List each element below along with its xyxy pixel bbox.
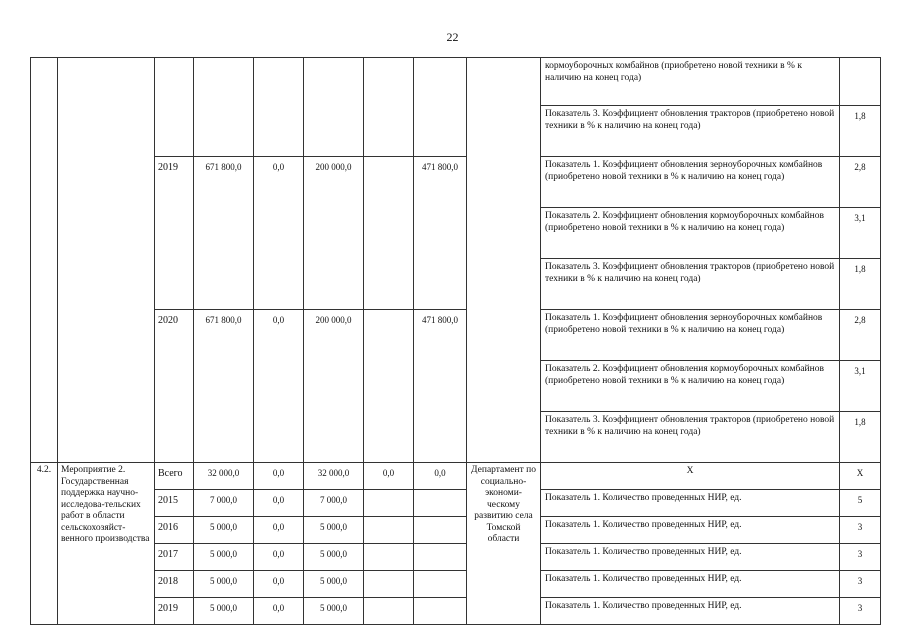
cell-year: 2016 (155, 517, 194, 544)
cell-amount (414, 598, 467, 625)
cell-amount: 0,0 (254, 544, 304, 571)
indicator-value: 3 (840, 598, 881, 625)
cell-year: 2020 (155, 310, 194, 463)
cell-year: 2018 (155, 571, 194, 598)
indicator-value: 5 (840, 490, 881, 517)
cell-event-name (58, 58, 155, 463)
table-row (31, 310, 881, 361)
indicator-text: Показатель 1. Коэффициент обновления зерноуборочных комбайнов (приобретено новой техники в % к наличию на конец года) (541, 310, 840, 361)
cell-amount: 5 000,0 (194, 571, 254, 598)
cell-amount (364, 58, 414, 157)
cell-amount: 5 000,0 (194, 517, 254, 544)
cell-amount: 671 800,0 (194, 157, 254, 310)
indicator-value: 3,1 (840, 361, 881, 412)
indicator-value: Х (840, 463, 881, 490)
cell-amount: 5 000,0 (304, 544, 364, 571)
table-row (31, 490, 881, 517)
indicator-text: Показатель 1. Количество проведенных НИР, ед. (541, 571, 840, 598)
cell-amount (414, 490, 467, 517)
cell-amount: 7 000,0 (194, 490, 254, 517)
cell-amount: 0,0 (254, 463, 304, 490)
cell-amount: 5 000,0 (194, 598, 254, 625)
cell-amount: 471 800,0 (414, 157, 467, 310)
indicator-value: 3 (840, 517, 881, 544)
page-number: 22 (446, 30, 459, 44)
cell-amount (364, 490, 414, 517)
indicator-text: Показатель 1. Коэффициент обновления зерноуборочных комбайнов (приобретено новой техники в % к наличию на конец года) (541, 157, 840, 208)
cell-amount: 5 000,0 (194, 544, 254, 571)
cell-number (31, 58, 58, 463)
cell-amount: 0,0 (364, 463, 414, 490)
cell-amount (364, 517, 414, 544)
indicator-text: Показатель 1. Количество проведенных НИР, ед. (541, 490, 840, 517)
cell-amount (194, 58, 254, 157)
cell-amount (364, 310, 414, 463)
section-event-name: Мероприятие 2. Государственная поддержка научно-исследова-тельских работ в области сельскохозяйст-венного производства (58, 463, 155, 625)
table-row (31, 58, 881, 106)
cell-year: 2019 (155, 598, 194, 625)
cell-amount: 200 000,0 (304, 157, 364, 310)
indicator-text: Показатель 2. Коэффициент обновления кормоуборочных комбайнов (приобретено новой техники в % к наличию на конец года) (541, 208, 840, 259)
cell-year: Всего (155, 463, 194, 490)
cell-amount (254, 58, 304, 157)
cell-amount (364, 598, 414, 625)
cell-amount: 0,0 (254, 490, 304, 517)
table-row (31, 463, 881, 490)
cell-amount: 0,0 (254, 598, 304, 625)
indicator-value: 1,8 (840, 106, 881, 157)
indicator-text: Показатель 3. Коэффициент обновления тракторов (приобретено новой техники в % к наличию на конец года) (541, 412, 840, 463)
program-table (30, 57, 881, 625)
indicator-value: 1,8 (840, 259, 881, 310)
cell-year (155, 58, 194, 157)
cell-amount: 0,0 (254, 310, 304, 463)
indicator-text: Показатель 1. Количество проведенных НИР, ед. (541, 517, 840, 544)
cell-amount: 0,0 (414, 463, 467, 490)
cell-amount: 471 800,0 (414, 310, 467, 463)
table-row (31, 571, 881, 598)
section-number: 4.2. (31, 463, 58, 625)
cell-amount: 5 000,0 (304, 571, 364, 598)
indicator-text: Показатель 1. Количество проведенных НИР, ед. (541, 598, 840, 625)
indicator-text: Показатель 2. Коэффициент обновления кормоуборочных комбайнов (приобретено новой техники в % к наличию на конец года) (541, 361, 840, 412)
cell-year: 2017 (155, 544, 194, 571)
indicator-value: 2,8 (840, 157, 881, 208)
indicator-value (840, 58, 881, 106)
section-executor: Департамент по социально-экономи-ческому развитию села Томской области (467, 463, 541, 625)
cell-amount: 200 000,0 (304, 310, 364, 463)
indicator-text: Показатель 1. Количество проведенных НИР, ед. (541, 544, 840, 571)
cell-amount: 32 000,0 (194, 463, 254, 490)
cell-amount: 5 000,0 (304, 517, 364, 544)
indicator-text: кормоуборочных комбайнов (приобретено новой техники в % к наличию на конец года) (541, 58, 840, 106)
cell-amount (364, 544, 414, 571)
indicator-value: 2,8 (840, 310, 881, 361)
indicator-value: 1,8 (840, 412, 881, 463)
indicator-value: 3,1 (840, 208, 881, 259)
cell-amount: 0,0 (254, 517, 304, 544)
cell-executor (467, 58, 541, 463)
indicator-text: Показатель 3. Коэффициент обновления тракторов (приобретено новой техники в % к наличию на конец года) (541, 259, 840, 310)
table-row (31, 544, 881, 571)
indicator-text: Показатель 3. Коэффициент обновления тракторов (приобретено новой техники в % к наличию на конец года) (541, 106, 840, 157)
cell-amount: 671 800,0 (194, 310, 254, 463)
cell-amount (364, 571, 414, 598)
cell-amount (414, 544, 467, 571)
cell-amount: 0,0 (254, 571, 304, 598)
indicator-value: 3 (840, 544, 881, 571)
cell-amount: 7 000,0 (304, 490, 364, 517)
table-row (31, 517, 881, 544)
cell-amount (414, 571, 467, 598)
cell-amount (414, 58, 467, 157)
cell-amount: 5 000,0 (304, 598, 364, 625)
indicator-text: Х (541, 463, 840, 490)
cell-year: 2019 (155, 157, 194, 310)
cell-amount (304, 58, 364, 157)
indicator-value: 3 (840, 571, 881, 598)
cell-amount: 32 000,0 (304, 463, 364, 490)
cell-amount: 0,0 (254, 157, 304, 310)
table-row (31, 157, 881, 208)
table-row (31, 598, 881, 625)
cell-amount (414, 517, 467, 544)
cell-year: 2015 (155, 490, 194, 517)
cell-amount (364, 157, 414, 310)
